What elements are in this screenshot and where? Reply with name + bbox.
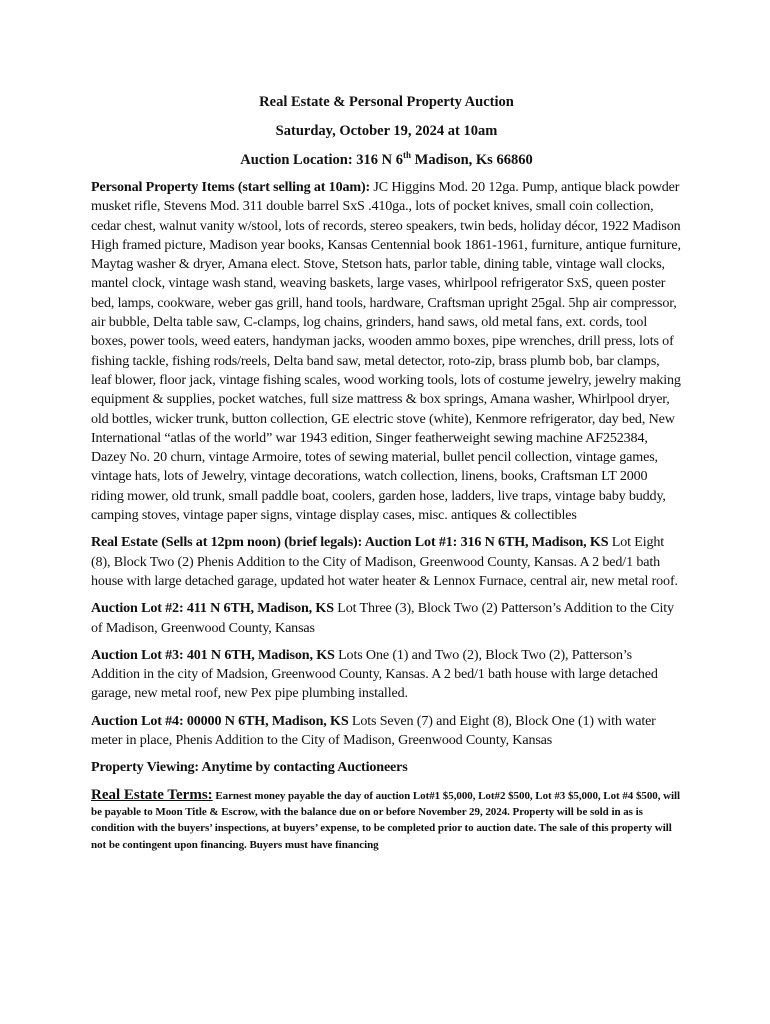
lot-2-heading: Auction Lot #2: 411 N 6TH, Madison, KS — [91, 600, 334, 617]
location-superscript: th — [403, 150, 412, 161]
personal-property-text: JC Higgins Mod. 20 12ga. Pump, antique black powder musket rifle, Stevens Mod. 311 double barrel SxS .410ga., lots of pocket knives, small coin collection, cedar chest, walnut vanity w/stool, lots of records, stereo speakers, twin beds, holiday décor, 1922 Madison High framed picture, Madison year books, Kansas Centennial book 1861-1961, furniture, antique furniture, Maytag washer & dryer, Amana elect. Stove, Stetson hats, parlor table, dining table, vintage wall clocks, mantel clock, vintage wash stand, weaving baskets, large vases, whirlpool refrigerator SxS, queen poster bed, lamps, cookware, weber gas grill, hand tools, hardware, Craftsman upright 25gal. 5hp air compressor, air bubble, Delta table saw, C-clamps, log chains, grinders, hand saws, old metal fans, ext. cords, tool boxes, power tools, weed eaters, handyman jacks, wooden ammo boxes, pipe wrenches, drill press, lots of fishing tackle, fishing rods/reels, Delta band saw, metal detector, roto-zip, brass plumb bob, bar clamps, leaf blower, floor jack, vintage fishing scales, wood working tools, lots of costume jewelry, jewelry making equipment & supplies, pocket watches, full size mattress & box springs, Amana washer, Whirlpool dryer, old bottles, wicker trunk, button collection, GE electric stove (white), Kenmore refrigerator, day bed, New International “atlas of the world” war 1943 edition, Singer featherweight sewing machine AF252384, Dazey No. 20 churn, vintage Armoire, totes of sewing material, bullet pencil collection, vintage games, vintage hats, lots of Jewelry, vintage decorations, watch collection, linens, books, Craftsman LT 2000 riding mower, old trunk, small paddle boat, coolers, garden hose, ladders, live traps, vintage baby buddy, camping stoves, vintage paper signs, vintage display cases, misc. antiques & collectibles — [91, 179, 681, 524]
lot-3-heading: Auction Lot #3: 401 N 6TH, Madison, KS — [91, 646, 335, 663]
personal-property-heading: Personal Property Items (start selling at 10am): — [91, 179, 371, 195]
real-estate-terms-heading: Real Estate Terms: — [91, 786, 213, 803]
lot-2-text: Lot Three (3), Block Two (2) Patterson’s Addition to the City of Madison, Greenwood County, Kansas — [91, 600, 674, 636]
real-estate-terms-paragraph — [91, 787, 682, 854]
lot-1-paragraph — [91, 533, 682, 591]
location-suffix: Madison, Ks 66860 — [411, 152, 533, 168]
lot-3-text: Lots One (1) and Two (2), Block Two (2), Patterson’s Addition in the city of Madsion, Greenwood County, Kansas. A 2 bed/1 bath house with large detached garage, new metal roof, new Pex pipe plumbing installed. — [91, 646, 658, 702]
location-prefix: Auction Location: 316 N 6 — [240, 152, 404, 168]
lot-4-paragraph — [91, 712, 682, 751]
page-title: Real Estate & Personal Property Auction — [259, 94, 514, 110]
lot-1-heading: Real Estate (Sells at 12pm noon) (brief legals): Auction Lot #1: 316 N 6TH, Madison, KS — [91, 534, 609, 551]
lot-4-heading: Auction Lot #4: 00000 N 6TH, Madison, KS — [91, 712, 349, 729]
property-viewing: Property Viewing: Anytime by contacting Auctioneers — [91, 759, 408, 776]
lot-3-paragraph — [91, 646, 682, 704]
auction-location — [91, 150, 682, 170]
real-estate-terms-text: Earnest money payable the day of auction Lot#1 $5,000, Lot#2 $500, Lot #3 $5,000, Lot #4 $500, will be payable to Moon Title & Escrow, with the balance due on or before November 29, 2024. Property will be sold in as is condition with the buyers’ inspections, at buyers’ expense, to be completed prior to auction date. The sale of this property will not be contingent upon financing. Buyers must have financing — [91, 789, 681, 851]
auction-date: Saturday, October 19, 2024 at 10am — [275, 123, 498, 139]
personal-property-paragraph — [91, 178, 682, 525]
lot-4-text: Lots Seven (7) and Eight (8), Block One (1) with water meter in place, Phenis Addition to the City of Madison, Greenwood County, Kansas — [91, 712, 656, 749]
lot-2-paragraph — [91, 599, 682, 638]
lot-1-text: Lot Eight (8), Block Two (2) Phenis Addition to the City of Madison, Greenwood County, Kansas. A 2 bed/1 bath house with large detached garage, updated hot water heater & Lennox Furnace, central air, new metal roof. — [91, 534, 678, 589]
